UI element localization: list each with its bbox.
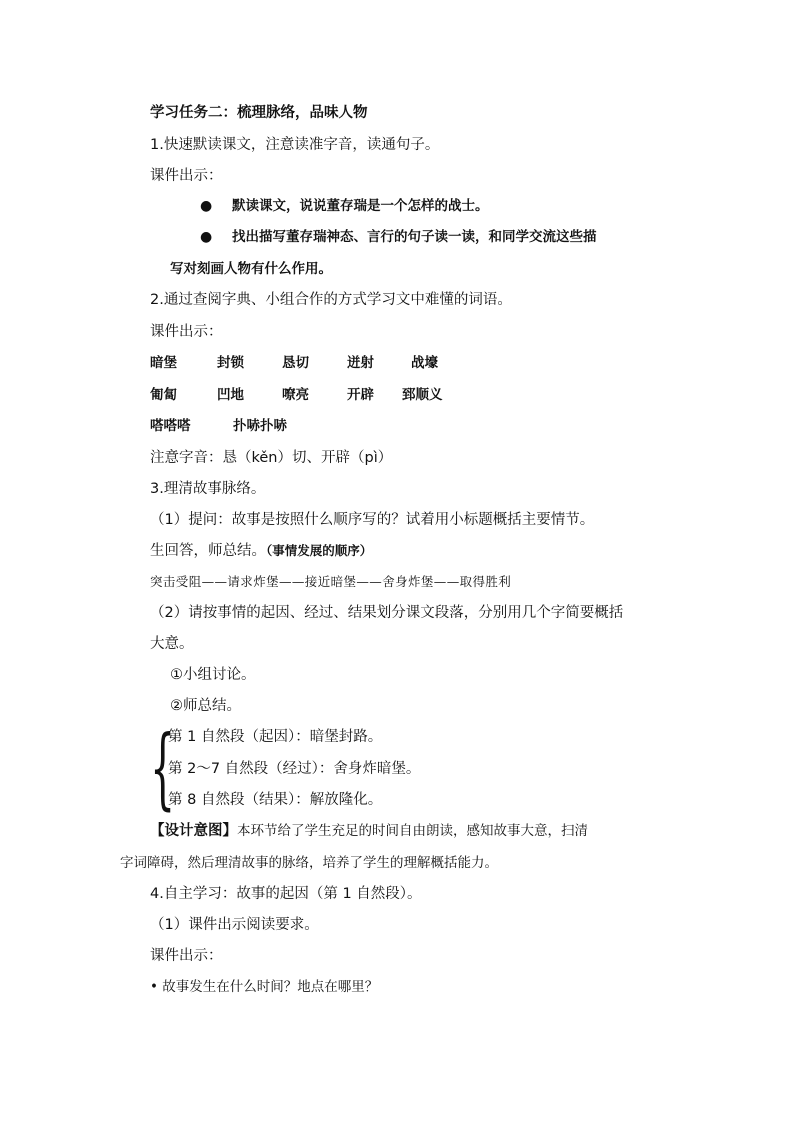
word: 开辟 — [347, 387, 374, 403]
bullet-icon: ● — [200, 198, 213, 214]
word: 恳切 — [282, 355, 309, 371]
word: 凹地 — [217, 387, 244, 403]
pronunciation-note: 注意字音：恳（kěn）切、开辟（pì） — [150, 450, 393, 466]
word: 匍匐 — [150, 387, 177, 403]
plot-line: 突击受阻——请求炸堡——接近暗堡——舍身炸堡——取得胜利 — [150, 574, 512, 589]
courseware-label-1: 课件出示： — [150, 168, 223, 184]
bullet-item-2-cont: 写对刻画人物有什么作用。 — [170, 261, 332, 277]
word: 嗒嗒嗒 — [150, 418, 191, 434]
step-2: 2.通过查阅字典、小组合作的方式学习文中难懂的词语。 — [150, 292, 512, 308]
courseware-label-2: 课件出示： — [150, 324, 223, 340]
bullet-item-2: 找出描写董存瑞神态、言行的句子读一读，和同学交流这些描 — [232, 229, 597, 245]
question-2-cont: 大意。 — [150, 636, 194, 652]
answer-paren: （事情发展的顺序） — [266, 543, 373, 558]
design-text-cont: 字词障碍，然后理清故事的脉络，培养了学生的理解概括能力。 — [120, 855, 498, 871]
answer-prefix: 生回答，师总结。 — [150, 543, 266, 559]
bullet-item-1: 默读课文，说说董存瑞是一个怎样的战士。 — [232, 198, 489, 214]
paragraph-1: 第 1 自然段（起因）：暗堡封路。 — [168, 729, 383, 745]
step-1: 1.快速默读课文，注意读准字音，读通句子。 — [150, 137, 440, 153]
word: 扑哧扑哧 — [233, 418, 287, 434]
brace-icon: { — [150, 716, 176, 819]
list-item: • 故事发生在什么时间？地点在哪里？ — [150, 979, 379, 995]
teacher-summary: ②师总结。 — [170, 698, 241, 714]
courseware-label-3: 课件出示： — [150, 948, 223, 964]
design-text: 本环节给了学生充足的时间自由朗读，感知故事大意，扫清 — [237, 823, 588, 839]
task-title: 学习任务二：梳理脉络，品味人物 — [150, 105, 368, 121]
word: 暗堡 — [150, 355, 177, 371]
word: 迸射 — [347, 355, 374, 371]
step-4-question-1: （1）课件出示阅读要求。 — [150, 917, 319, 933]
step-4: 4.自主学习：故事的起因（第 1 自然段）。 — [150, 886, 422, 902]
word: 战壕 — [411, 355, 438, 371]
design-label: 【设计意图】 — [150, 823, 237, 839]
question-1: （1）提问：故事是按照什么顺序写的？试着用小标题概括主要情节。 — [150, 512, 595, 528]
group-discuss: ①小组讨论。 — [170, 667, 256, 683]
word: 郅顺义 — [402, 387, 443, 403]
question-2: （2）请按事情的起因、经过、结果划分课文段落，分别用几个字简要概括 — [150, 605, 624, 621]
paragraph-3: 第 8 自然段（结果）：解放隆化。 — [168, 792, 383, 808]
bullet-icon: ● — [200, 229, 213, 245]
answer-line — [150, 541, 372, 561]
paragraph-2: 第 2～7 自然段（经过）：舍身炸暗堡。 — [168, 761, 421, 777]
design-intent — [150, 821, 588, 841]
word: 封锁 — [217, 355, 244, 371]
word: 嘹亮 — [282, 387, 309, 403]
step-3: 3.理清故事脉络。 — [150, 481, 266, 497]
